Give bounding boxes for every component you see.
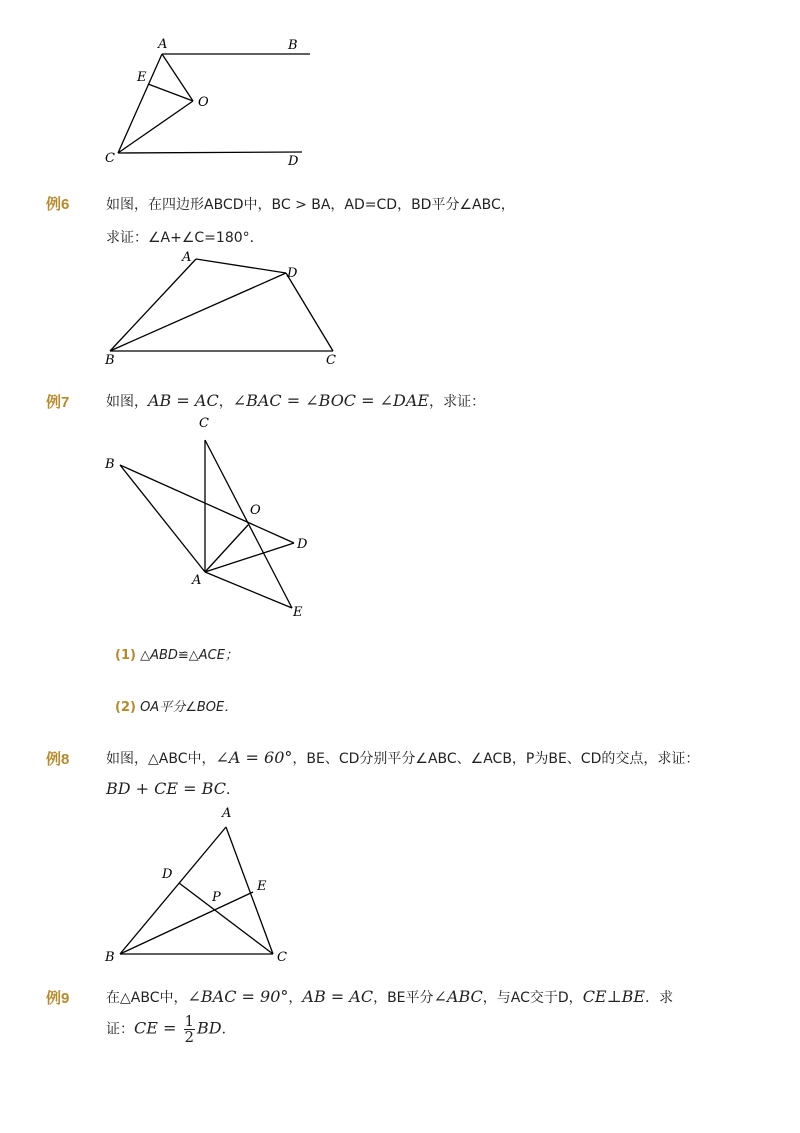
text: ． — [225, 782, 240, 798]
label-B: B — [105, 457, 115, 472]
fraction-denominator: 2 — [184, 1028, 195, 1046]
text: 如图， — [106, 394, 148, 410]
label-E: E — [257, 879, 267, 894]
example-7-part-1 — [115, 644, 238, 663]
label-O: O — [250, 503, 261, 518]
label-B: B — [288, 38, 298, 53]
part-1-text: △ABD≌△ACE； — [140, 648, 238, 663]
text: 如图，△ABC中， — [106, 751, 216, 767]
math-ce-perp-be: CE⊥BE — [582, 987, 646, 1006]
math-angle-equalities: ∠BAC = ∠BOC = ∠DAE — [232, 391, 430, 410]
math-bd: BD — [197, 1018, 222, 1038]
text: ，BE平分 — [373, 990, 434, 1006]
math-bd-ce-bc: BD + CE = BC — [106, 779, 226, 798]
example-8-statement — [106, 748, 699, 768]
text: ，求证： — [429, 394, 486, 410]
label-A: A — [222, 806, 232, 821]
math-ce-eq: CE = — [134, 1018, 182, 1038]
math-ab-eq-ac: AB = AC — [148, 391, 219, 410]
example-9-statement — [106, 987, 673, 1007]
figure-ab-cd-parallel — [0, 0, 800, 180]
text: 证： — [106, 1021, 134, 1038]
example-9-label: 例9 — [46, 990, 70, 1007]
text: ，BE、CD分别平分∠ABC、∠ACB，P为BE、CD的交点，求证： — [292, 751, 700, 767]
text: ，与AC交于D， — [482, 990, 583, 1006]
part-2-text: OA平分∠BOE． — [140, 700, 238, 715]
label-B: B — [105, 950, 115, 965]
label-C: C — [105, 151, 115, 166]
label-D: D — [162, 867, 173, 882]
example-7-part-2 — [115, 696, 237, 715]
label-D: D — [287, 266, 298, 281]
label-P: P — [212, 890, 221, 905]
example-7-statement — [106, 391, 485, 411]
fraction-one-half — [184, 1014, 196, 1045]
text: ． — [221, 1021, 236, 1038]
label-C: C — [199, 416, 209, 431]
figure-example-7 — [0, 410, 800, 620]
label-A: A — [158, 37, 168, 52]
math-angle-a: ∠A = 60° — [215, 748, 293, 767]
example-8-label: 例8 — [46, 751, 70, 768]
text: ， — [288, 990, 303, 1006]
math-angle-abc: ∠ABC — [433, 987, 483, 1006]
example-7-label: 例7 — [46, 394, 70, 411]
label-O: O — [198, 95, 209, 110]
figure-quadrilateral-abcd — [0, 240, 800, 380]
figure-example-8 — [0, 800, 800, 970]
example-9-prove — [106, 1014, 236, 1045]
example-6-prove: 求证：∠A+∠C=180°． — [106, 230, 264, 246]
text: ．求 — [645, 990, 674, 1006]
label-A: A — [182, 250, 192, 265]
example-6-label: 例6 — [46, 196, 70, 213]
part-1-label: (1) — [115, 648, 136, 663]
label-D: D — [297, 537, 308, 552]
math-angle-bac: ∠BAC = 90° — [187, 987, 289, 1006]
text: 在△ABC中， — [106, 990, 188, 1006]
label-D: D — [288, 154, 299, 169]
example-6-statement: 如图，在四边形ABCD中，BC > BA，AD=CD，BD平分∠ABC， — [106, 197, 515, 213]
label-A: A — [192, 573, 202, 588]
label-B: B — [105, 353, 115, 368]
label-E: E — [293, 605, 303, 620]
fraction-numerator: 1 — [184, 1012, 195, 1030]
math-ab-eq-ac: AB = AC — [302, 987, 374, 1006]
label-E: E — [137, 70, 147, 85]
label-C: C — [326, 353, 336, 368]
example-8-prove — [106, 779, 240, 799]
text: ， — [218, 394, 233, 410]
label-C: C — [277, 950, 287, 965]
part-2-label: (2) — [115, 700, 136, 715]
